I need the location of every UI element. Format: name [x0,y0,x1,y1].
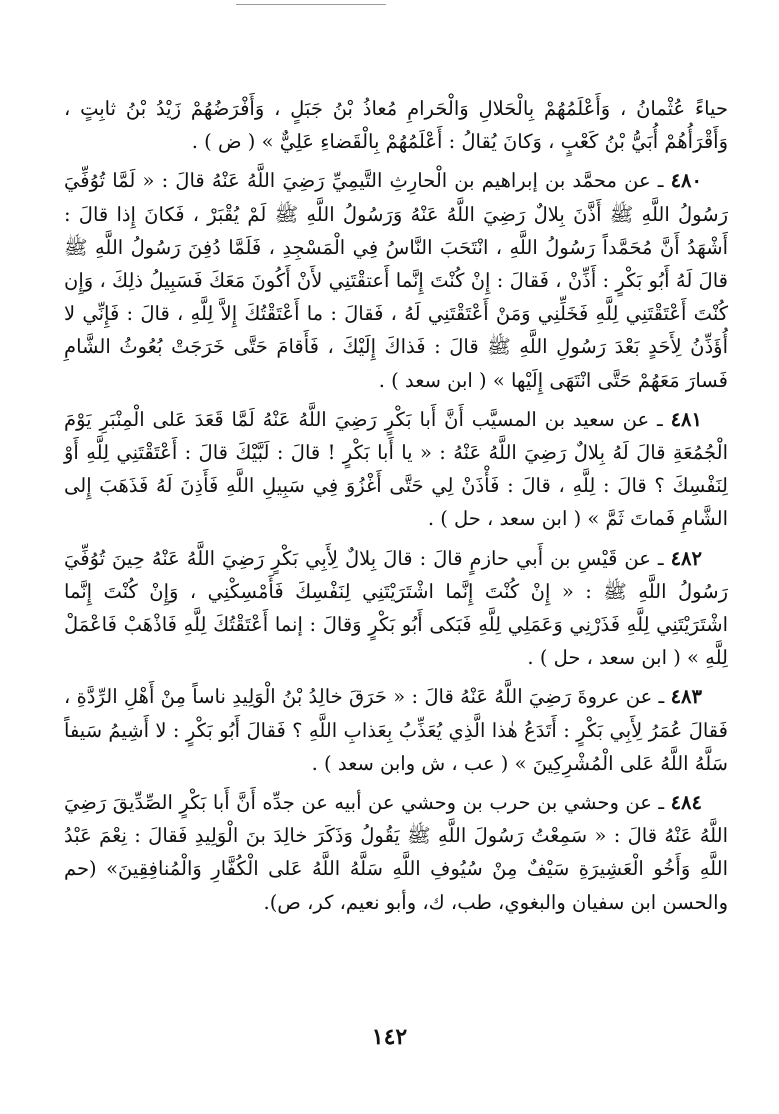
hadith-482 [64,542,728,675]
hadith-number: ٤٨٣ [670,685,702,709]
paragraph-text: ـ عن سعيد بن المسيَّب أَنَّ أَبا بَكْرٍ رَضِيَ اللَّهُ عَنْهُ لَمَّا قَعَدَ عَلى الْمِنْبَرِ يَوْمَ الْجُمُعَةِ قالَ لَهُ بِلالٌ رَضِيَ اللَّهُ عَنْهُ : « يا أَبا بَكْرٍ ! قالَ : لَبَّيْكَ قالَ : أَعْتَقْتَنِي لِلَّهِ أَوْ لِنَفْسِكَ ؟ قالَ : لِلَّهِ ، قالَ : فَأْذَنْ لِي حَتَّى أَغْزُوَ فِي سَبِيلِ اللَّهِ فَأَذِنَ لَهُ فَذَهَبَ إِلى الشَّامِ فَماتَ ثَمَّ » ( ابن سعد ، حل ) . [64,407,728,531]
paragraph-continuation [64,92,728,158]
top-rule [236,4,386,5]
hadith-number: ٤٨١ [670,407,702,431]
hadith-number: ٤٨٤ [670,791,702,815]
hadith-481 [64,403,728,536]
hadith-number: ٤٨٠ [670,169,702,193]
hadith-480 [64,164,728,396]
hadith-483 [64,680,728,780]
paragraph-text: ـ عن قَيْسِ بن أَبي حازمٍ قالَ : قالَ بِلالٌ لِأَبِي بَكْرٍ رَضِيَ اللَّهُ عَنْهُ حِينَ تُوُفِّيَ رَسُولُ اللَّهِ ﷺ : « إِنْ كُنْتَ إِنَّما اشْتَرَيْتَنِي لِنَفْسِكَ فَأَمْسِكْنِي ، وَإِنْ كُنْتَ إِنَّما اشْتَرَيْتَنِي لِلَّهِ فَذَرْنِي وَعَمَلِي لِلَّهِ فَبَكى أَبُو بَكْرٍ وَقالَ : إنما أَعْتَقْتُكَ لِلَّهِ فَاذْهَبْ فَاعْمَلْ لِلَّهِ » ( ابن سعد ، حل ) . [64,546,728,670]
page-number: ١٤٢ [371,1024,408,1050]
paragraph-text: حياءً عُثْمانُ ، وَأَعْلَمُهُمْ بِالْحَلالِ وَالْحَرامِ مُعاذُ بْنُ جَبَلٍ ، وَأَفْرَضُهُمْ زَيْدُ بْنُ ثابِتٍ ، وَأَقْرَأُهُمْ أُبَيُّ بْنُ كَعْبٍ ، وَكانَ يُقالُ : أَعْلَمُهُمْ بِالْقَضاءِ عَلِيٌّ » ( ض ) . [64,97,728,154]
paragraph-text: ـ عن محمَّد بن إبراهيم بن الْحارِثِ التَّيمِيِّ رَضِيَ اللَّهُ عَنْهُ قالَ : « لَمَّا تُوُفِّيَ رَسُولُ اللَّهِ ﷺ أَذَّنَ بِلالٌ رَضِيَ اللَّهُ عَنْهُ وَرَسُولُ اللَّهِ ﷺ لَمْ يُقْبَرْ ، فَكانَ إِذا قالَ : أَشْهَدُ أَنَّ مُحَمَّداً رَسُولُ اللَّهِ ، انْتَحَبَ النَّاسُ فِي الْمَسْجِدِ ، فَلَمَّا دُفِنَ رَسُولُ اللَّهِ ﷺ قالَ لَهُ أَبُو بَكْرٍ : أَذِّنْ ، فَقالَ : إِنْ كُنْتَ إِنَّما أَعتقْتَنِي لأَنْ أَكُونَ مَعَكَ فَسَبِيلُ ذلِكَ ، وَإِن كُنْتَ أَعْتَقْتَنِي لِلَّهِ فَخَلِّنِي وَمَنْ أَعْتَقْتَنِي لَهُ ، فَقالَ : ما أَعْتَقْتُكَ إِلاَّ لِلَّهِ ، قالَ : فَإِنِّي لا أُؤَذِّنُ لِأَحَدٍ بَعْدَ رَسُولِ اللَّهِ ﷺ قالَ : فَذاكَ إِلَيْكَ ، فَأَقامَ حَتَّى خَرَجَتْ بُعُوثُ الشَّامِ فَسارَ مَعَهُمْ حَتَّى انْتَهَى إِلَيْها » ( ابن سعد ) . [64,169,728,392]
paragraph-text: ـ عن وحشي بن حرب بن وحشي عن أبيه عن جدِّه أَنَّ أَبا بَكْرٍ الصِّدِّيقَ رَضِيَ اللَّهُ عَنْهُ قالَ : « سَمِعْتُ رَسُولَ اللَّهِ ﷺ يَقُولُ وَذَكَرَ خالِدَ بنَ الْوَلِيدِ فَقالَ : نِعْمَ عَبْدُ اللَّهِ وَأَخُو الْعَشِيرَةِ سَيْفٌ مِنْ سُيُوفِ اللَّهِ سَلَّهُ اللَّهُ عَلى الْكُفَّارِ وَالْمُنافِقِينَ» (حم والحسن ابن سفيان والبغوي، طب، ك، وأبو نعيم، كر، ص). [64,791,728,914]
hadith-484 [64,786,728,919]
hadith-number: ٤٨٢ [670,546,702,570]
text-body [64,92,728,925]
paragraph-text: ـ عن عروةَ رَضِيَ اللَّهُ عَنْهُ قالَ : « حَرَقَ خالِدُ بْنُ الْوَلِيدِ ناساً مِنْ أَهْلِ الرِّدَّةِ ، فَقالَ عُمَرُ لِأَبِي بَكْرٍ : أَتَدَعُ هٰذا الَّذِي يُعَذِّبُ بِعَذابِ اللَّهِ ؟ فَقالَ أَبُو بَكْرٍ : لا أَشِيمُ سَيفاً سَلَّهُ اللَّهُ عَلى الْمُشْرِكِينَ » ( عب ، ش وابن سعد ) . [64,685,728,775]
